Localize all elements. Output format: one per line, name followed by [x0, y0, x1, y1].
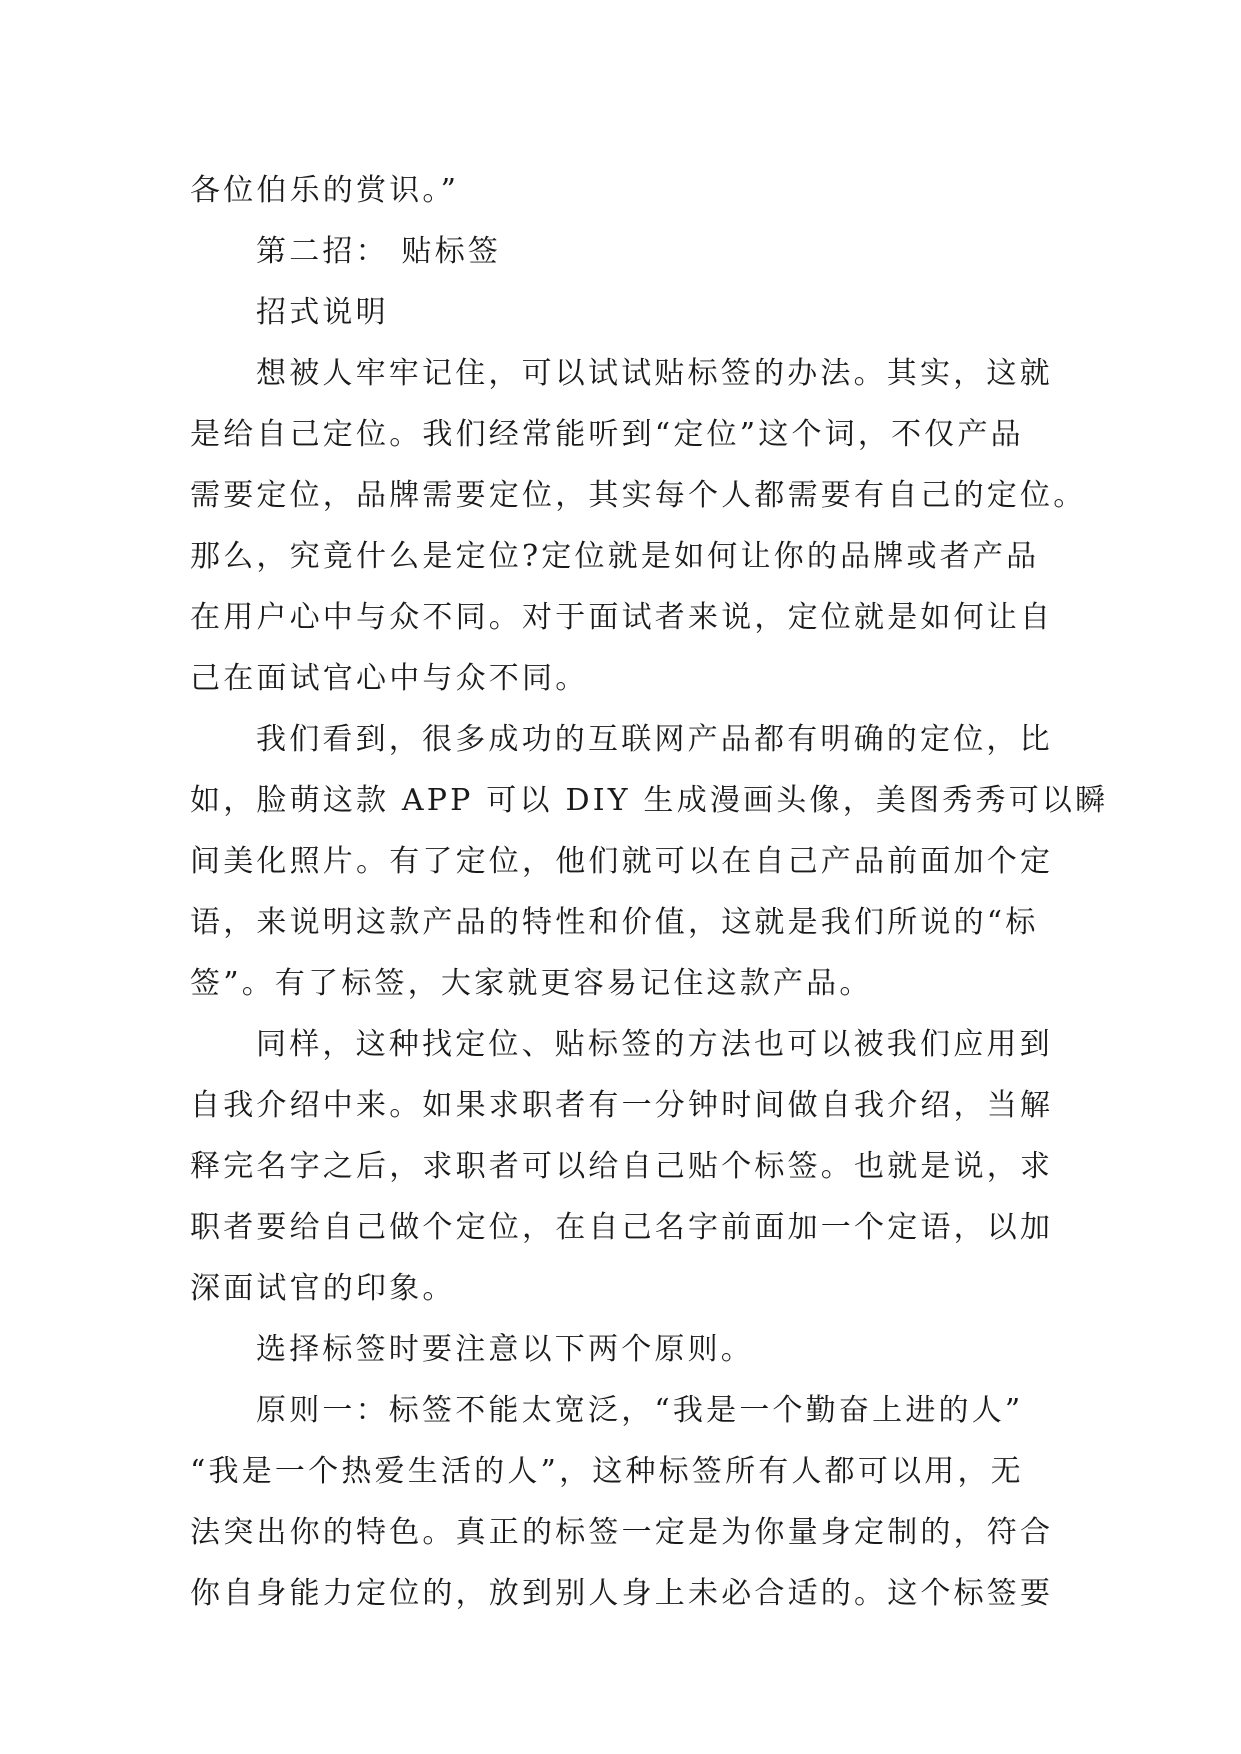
text-line: 在用户心中与众不同。对于面试者来说，定位就是如何让自: [190, 600, 1054, 635]
text-line: 选择标签时要注意以下两个原则。: [256, 1332, 754, 1367]
text-line: 自我介绍中来。如果求职者有一分钟时间做自我介绍，当解: [190, 1088, 1054, 1123]
text-line: 各位伯乐的赏识。”: [190, 173, 460, 208]
subsection-heading: 招式说明: [256, 295, 389, 330]
text-line: 如，脸萌这款 APP 可以 DIY 生成漫画头像，美图秀秀可以瞬: [190, 783, 1109, 818]
text-line: “我是一个热爱生活的人”，这种标签所有人都可以用，无: [190, 1454, 1024, 1489]
text-line: 职者要给自己做个定位，在自己名字前面加一个定语，以加: [190, 1210, 1054, 1245]
text-line: 语，来说明这款产品的特性和价值，这就是我们所说的“标: [190, 905, 1039, 940]
section-heading: 第二招： 贴标签: [256, 234, 502, 269]
text-line: 己在面试官心中与众不同。: [190, 661, 589, 696]
text-line: 我们看到，很多成功的互联网产品都有明确的定位，比: [256, 722, 1053, 757]
text-line: 释完名字之后，求职者可以给自己贴个标签。也就是说，求: [190, 1149, 1054, 1184]
text-line: 原则一：标签不能太宽泛，“我是一个勤奋上进的人”: [256, 1393, 1024, 1428]
text-line: 是给自己定位。我们经常能听到“定位”这个词，不仅产品: [190, 417, 1024, 452]
text-line: 想被人牢牢记住，可以试试贴标签的办法。其实，这就: [256, 356, 1053, 391]
text-line: 签”。有了标签，大家就更容易记住这款产品。: [190, 966, 873, 1001]
text-line: 需要定位，品牌需要定位，其实每个人都需要有自己的定位。: [190, 478, 1087, 513]
text-line: 你自身能力定位的，放到别人身上未必合适的。这个标签要: [190, 1576, 1054, 1611]
text-line: 那么，究竟什么是定位?定位就是如何让你的品牌或者产品: [190, 539, 1040, 574]
text-line: 同样，这种找定位、贴标签的方法也可以被我们应用到: [256, 1027, 1053, 1062]
text-line: 法突出你的特色。真正的标签一定是为你量身定制的，符合: [190, 1515, 1054, 1550]
text-line: 间美化照片。有了定位，他们就可以在自己产品前面加个定: [190, 844, 1054, 879]
document-body: [190, 160, 1109, 1624]
text-line: 深面试官的印象。: [190, 1271, 456, 1306]
